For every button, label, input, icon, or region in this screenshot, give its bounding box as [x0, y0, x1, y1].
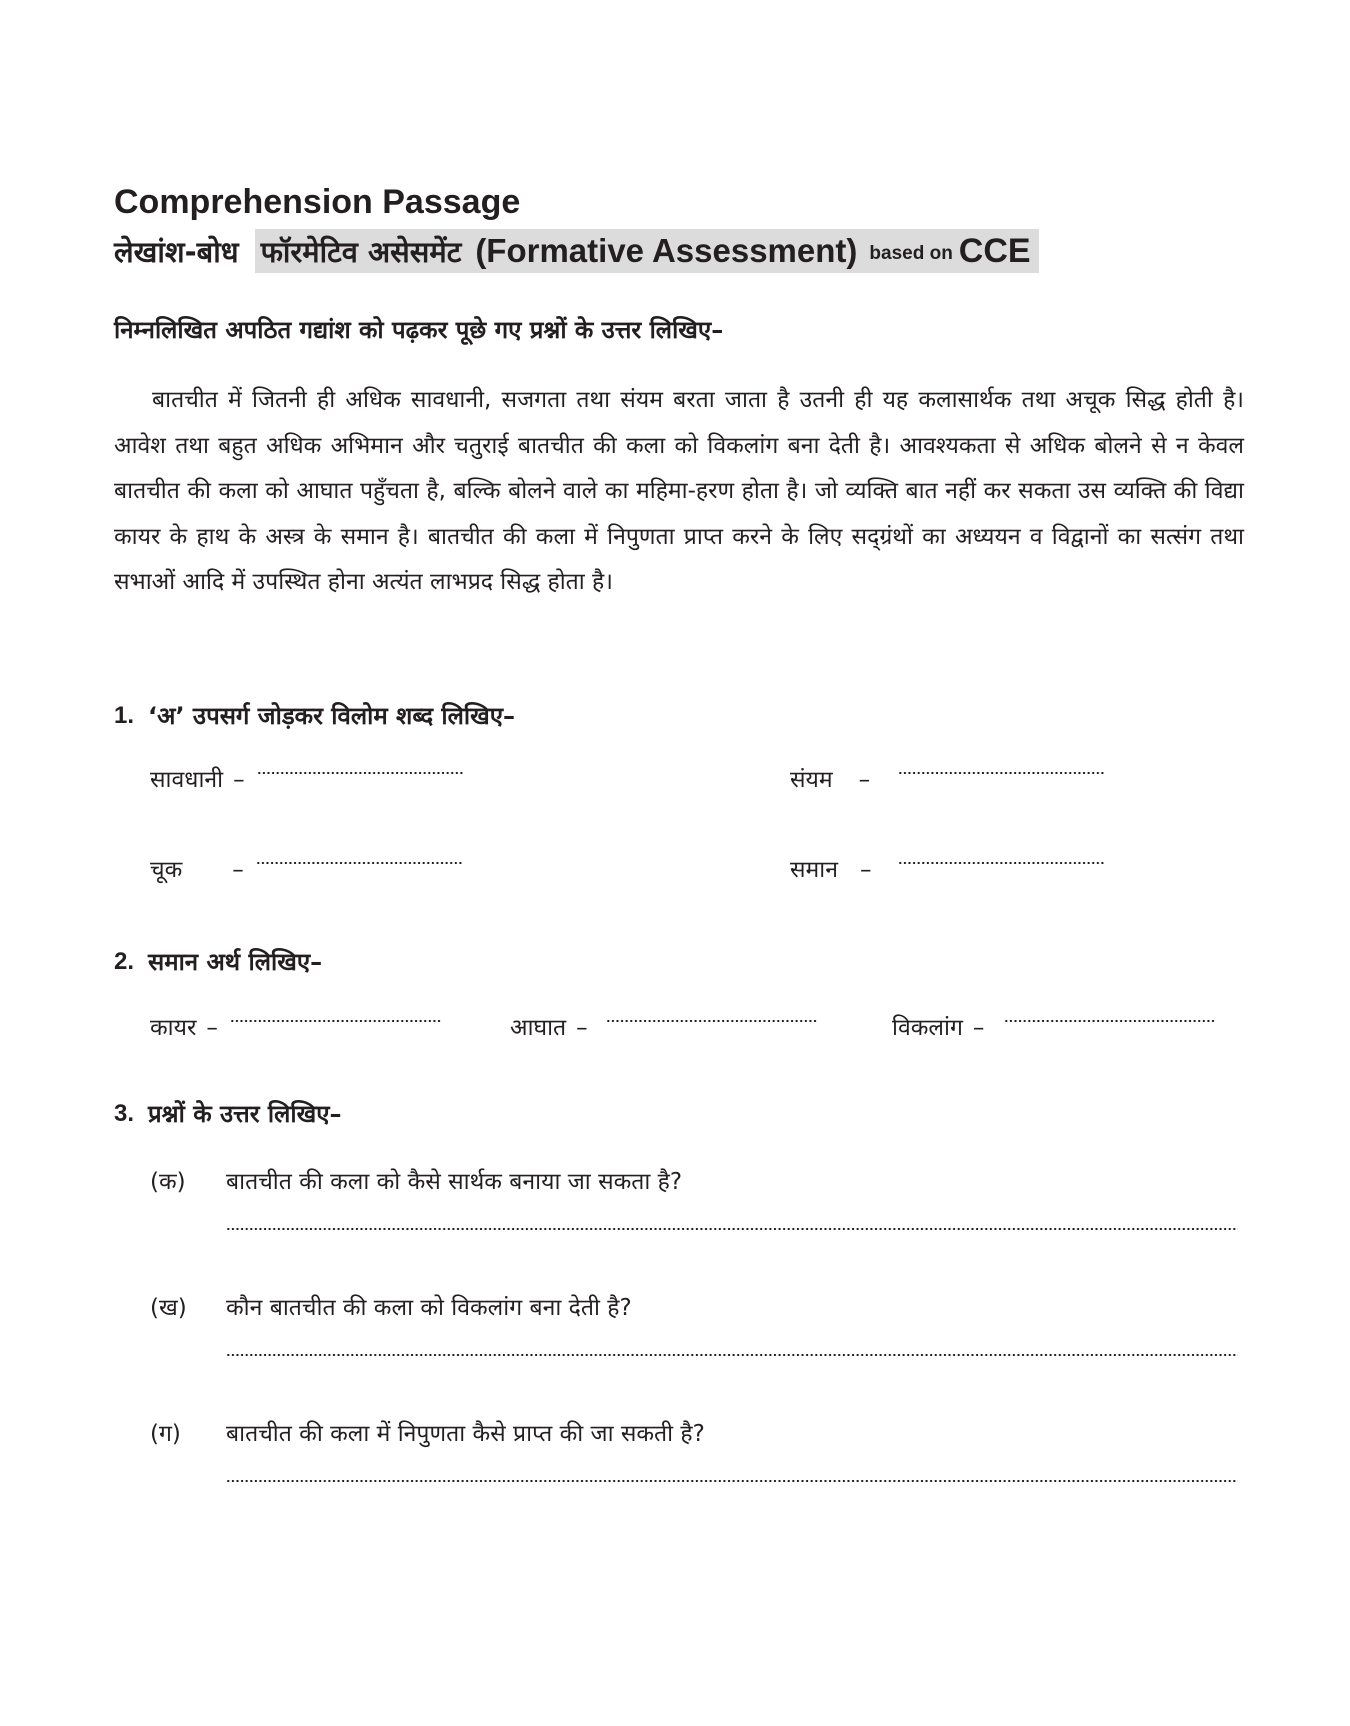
dotted-answer-line[interactable] — [898, 862, 1104, 864]
answer-line-ka[interactable] — [226, 1228, 1238, 1230]
sub-question-marker: (क) — [150, 1169, 186, 1195]
sub-question-ga — [150, 1416, 705, 1452]
answer-field-savdhani[interactable] — [150, 764, 463, 796]
banner-hindi-text: फॉरमेटिव असेसमेंट — [260, 234, 462, 269]
subtitle-row — [114, 228, 1039, 274]
field-label: विकलांग — [892, 1015, 963, 1041]
answer-line-ga[interactable] — [226, 1480, 1238, 1482]
answer-field-chook[interactable] — [150, 854, 462, 886]
question-3-heading — [114, 1096, 342, 1132]
answer-field-samaan[interactable] — [790, 854, 1104, 886]
banner-cce: CCE — [958, 231, 1031, 270]
question-2-text: समान अर्थ लिखिए– — [148, 948, 323, 976]
field-label: समान — [790, 857, 839, 883]
sub-question-text: कौन बातचीत की कला को विकलांग बना देती है? — [226, 1295, 632, 1321]
field-dash: – — [972, 1015, 985, 1041]
sub-question-marker: (ग) — [150, 1421, 181, 1447]
field-label: आघात — [510, 1015, 567, 1041]
dotted-answer-line[interactable] — [606, 1020, 818, 1022]
sub-question-text: बातचीत की कला को कैसे सार्थक बनाया जा सकता है? — [226, 1169, 683, 1195]
dotted-answer-line[interactable] — [230, 1020, 442, 1022]
dotted-answer-line[interactable] — [898, 772, 1104, 774]
page-title: Comprehension Passage — [114, 183, 521, 221]
question-3-number: 3. — [114, 1100, 135, 1127]
sub-question-kha — [150, 1290, 632, 1326]
question-1-number: 1. — [114, 702, 135, 729]
dotted-answer-line[interactable] — [257, 772, 463, 774]
sub-question-text: बातचीत की कला में निपुणता कैसे प्राप्त की जा सकती है? — [226, 1421, 705, 1447]
question-2-number: 2. — [114, 948, 135, 975]
field-dash: – — [576, 1015, 588, 1041]
field-label: संयम — [790, 767, 833, 793]
field-dash: – — [206, 1015, 218, 1041]
field-dash: – — [233, 767, 245, 793]
assessment-banner — [255, 229, 1039, 273]
sub-question-marker: (ख) — [150, 1295, 187, 1321]
field-dash: – — [858, 767, 871, 793]
question-1-text: ‘अ’ उपसर्ग जोड़कर विलोम शब्द लिखिए– — [148, 702, 516, 730]
field-dash: – — [860, 857, 872, 883]
banner-english-text: (Formative Assessment) — [475, 232, 858, 269]
answer-field-sanyam[interactable] — [790, 764, 1104, 796]
field-label: कायर — [150, 1015, 197, 1041]
answer-field-aaghat[interactable] — [510, 1012, 818, 1044]
field-dash: – — [232, 857, 244, 883]
comprehension-passage: बातचीत में जितनी ही अधिक सावधानी, सजगता तथा संयम बरता जाता है उतनी ही यह कलासार्थक तथा अचूक सिद्ध होती है। आवेश तथा बहुत अधिक अभिमान और चतुराई बातचीत की कला को विकलांग बना देती है। आवश्यकता से अधिक बोलने से न केवल बातचीत की कला को आघात पहुँचता है, बल्कि बोलने वाले का महिमा-हरण होता है। जो व्यक्ति बात नहीं कर सकता उस व्यक्ति की विद्या कायर के हाथ के अस्त्र के समान है। बातचीत की कला में निपुणता प्राप्त करने के लिए सद्ग्रंथों का अध्ययन व विद्वानों का सत्संग तथा सभाओं आदि में उपस्थित होना अत्यंत लाभप्रद सिद्ध होता है। — [114, 387, 1244, 595]
field-label: सावधानी — [150, 767, 224, 793]
answer-line-kha[interactable] — [226, 1354, 1238, 1356]
answer-field-kayar[interactable] — [150, 1012, 442, 1044]
dotted-answer-line[interactable] — [1004, 1020, 1216, 1022]
field-label: चूक — [150, 857, 183, 883]
question-1-heading — [114, 698, 515, 734]
dotted-answer-line[interactable] — [256, 862, 462, 864]
banner-based-on: based on — [869, 243, 953, 264]
subtitle-hindi: लेखांश-बोध — [114, 234, 239, 269]
question-2-heading — [114, 944, 322, 980]
sub-question-ka — [150, 1164, 682, 1200]
answer-field-viklang[interactable] — [892, 1012, 1216, 1044]
question-3-text: प्रश्नों के उत्तर लिखिए– — [148, 1100, 342, 1128]
instruction-text: निम्नलिखित अपठित गद्यांश को पढ़कर पूछे गए प्रश्नों के उत्तर लिखिए– — [114, 316, 724, 344]
